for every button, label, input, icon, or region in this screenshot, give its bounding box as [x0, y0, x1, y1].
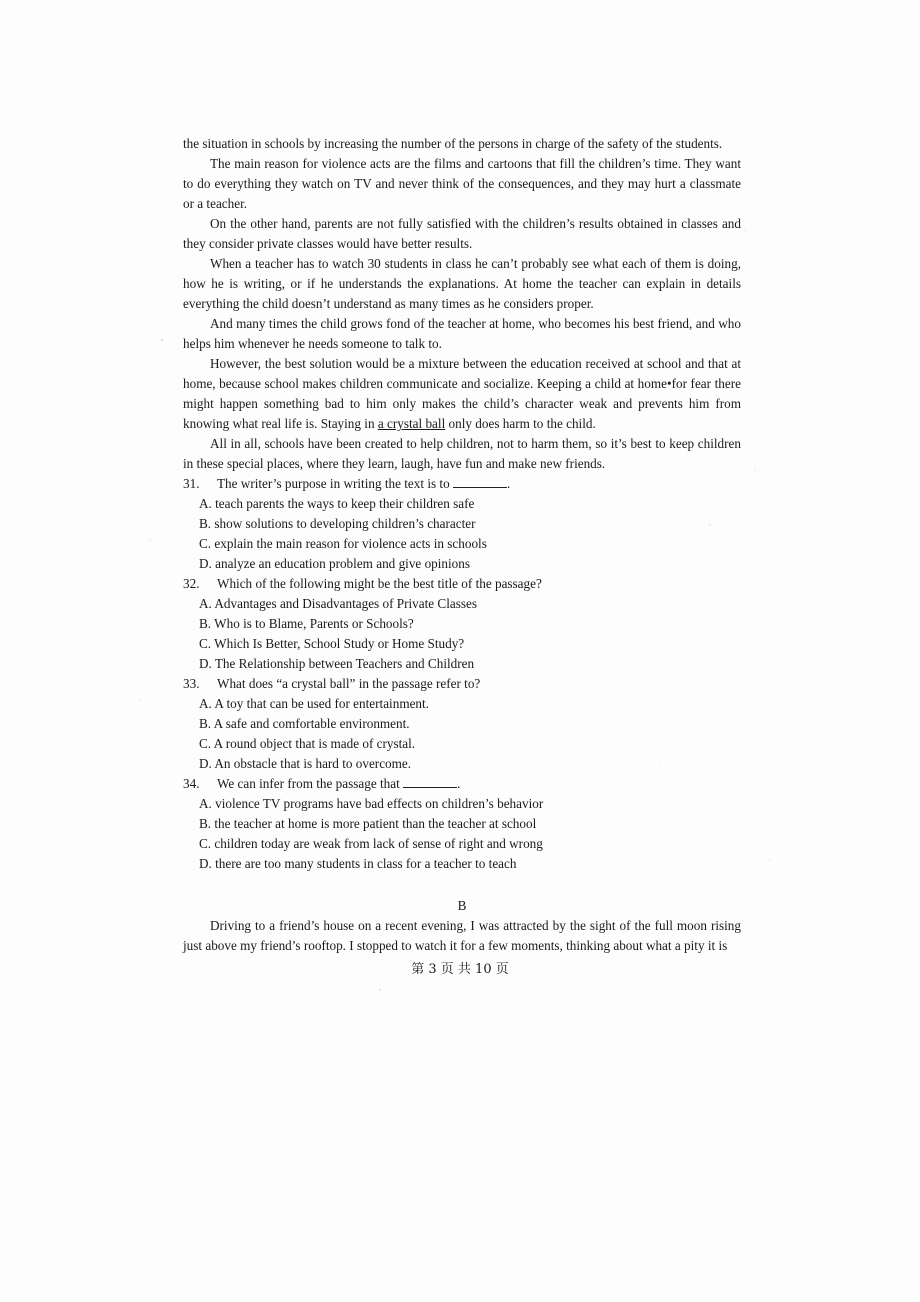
- question-stem: [183, 574, 741, 594]
- mixed-text-before: However, the best solution would be a mixture between the education received at school and that at home, because school makes children communicate and socialize. Keeping a child at home•for fear there might happen something bad to him only makes the child’s character weak and prevents him from knowing what real life is. Staying in: [183, 356, 741, 431]
- question-33: [183, 674, 741, 774]
- question-stem: [183, 474, 741, 494]
- option-b: B. the teacher at home is more patient than the teacher at school: [199, 816, 537, 831]
- question-stem: [183, 774, 741, 794]
- question-32: [183, 574, 741, 674]
- question-31: [183, 474, 741, 574]
- option-c: C. Which Is Better, School Study or Home Study?: [199, 636, 465, 651]
- mixed-text-after: only does harm to the child.: [445, 416, 596, 431]
- option-d: D. An obstacle that is hard to overcome.: [199, 756, 412, 771]
- question-stem-end: .: [457, 776, 461, 791]
- option-d: D. there are too many students in class for a teacher to teach: [199, 856, 517, 871]
- passage-paragraph: The main reason for violence acts are the films and cartoons that fill the children’s time. They want to do everything they watch on TV and never think of the consequences, and they may hurt a classmate or a teacher.: [183, 156, 741, 211]
- option-a: A. A toy that can be used for entertainment.: [199, 696, 429, 711]
- page-number-footer: 第 3 页 共 10 页: [411, 962, 509, 977]
- question-stem: [183, 674, 741, 694]
- option-d: D. The Relationship between Teachers and Children: [199, 656, 475, 671]
- answer-blank: [453, 475, 507, 488]
- option-a: A. violence TV programs have bad effects on children’s behavior: [199, 796, 544, 811]
- option-b: B. Who is to Blame, Parents or Schools?: [199, 616, 414, 631]
- question-text: We can infer from the passage that: [217, 776, 400, 791]
- option-c: C. children today are weak from lack of sense of right and wrong: [199, 836, 543, 851]
- option-a: A. Advantages and Disadvantages of Private Classes: [199, 596, 477, 611]
- underlined-phrase: a crystal ball: [377, 416, 446, 431]
- option-c: C. A round object that is made of crystal.: [199, 736, 416, 751]
- passage-paragraph: When a teacher has to watch 30 students in class he can’t probably see what each of them is doing, how he is writing, or if he understands the explanations. At home the teacher can explain in details everything the child doesn’t understand as many times as he considers proper.: [183, 256, 741, 311]
- page-content: [183, 134, 741, 956]
- option-d: D. analyze an education problem and give opinions: [199, 556, 470, 571]
- option-a: A. teach parents the ways to keep their children safe: [199, 496, 475, 511]
- passage-paragraph: And many times the child grows fond of the teacher at home, who becomes his best friend, and who helps him whenever he needs someone to talk to.: [183, 316, 741, 351]
- option-b: B. A safe and comfortable environment.: [199, 716, 410, 731]
- passage-paragraph-mixed: [183, 354, 741, 434]
- passage-paragraph: the situation in schools by increasing the number of the persons in charge of the safety of the students.: [183, 136, 723, 151]
- question-number: 34.: [183, 776, 200, 791]
- question-34: [183, 774, 741, 874]
- question-text: The writer’s purpose in writing the text is to: [217, 476, 450, 491]
- question-stem-end: .: [507, 476, 511, 491]
- question-number: 32.: [183, 576, 200, 591]
- passage-paragraph: On the other hand, parents are not fully satisfied with the children’s results obtained in classes and they consider private classes would have better results.: [183, 216, 741, 251]
- passage-b-paragraph: Driving to a friend’s house on a recent evening, I was attracted by the sight of the full moon rising just above my friend’s rooftop. I stopped to watch it for a few moments, thinking about what a pity it is: [183, 918, 741, 953]
- option-c: C. explain the main reason for violence acts in schools: [199, 536, 487, 551]
- answer-blank: [403, 775, 457, 788]
- question-number: 33.: [183, 676, 200, 691]
- section-heading: B: [457, 898, 467, 913]
- question-number: 31.: [183, 476, 200, 491]
- question-text: What does “a crystal ball” in the passage refer to?: [217, 676, 481, 691]
- question-text: Which of the following might be the best title of the passage?: [217, 576, 542, 591]
- passage-paragraph: All in all, schools have been created to help children, not to harm them, so it’s best to keep children in these special places, where they learn, laugh, have fun and make new friends.: [183, 436, 741, 471]
- option-b: B. show solutions to developing children’s character: [199, 516, 476, 531]
